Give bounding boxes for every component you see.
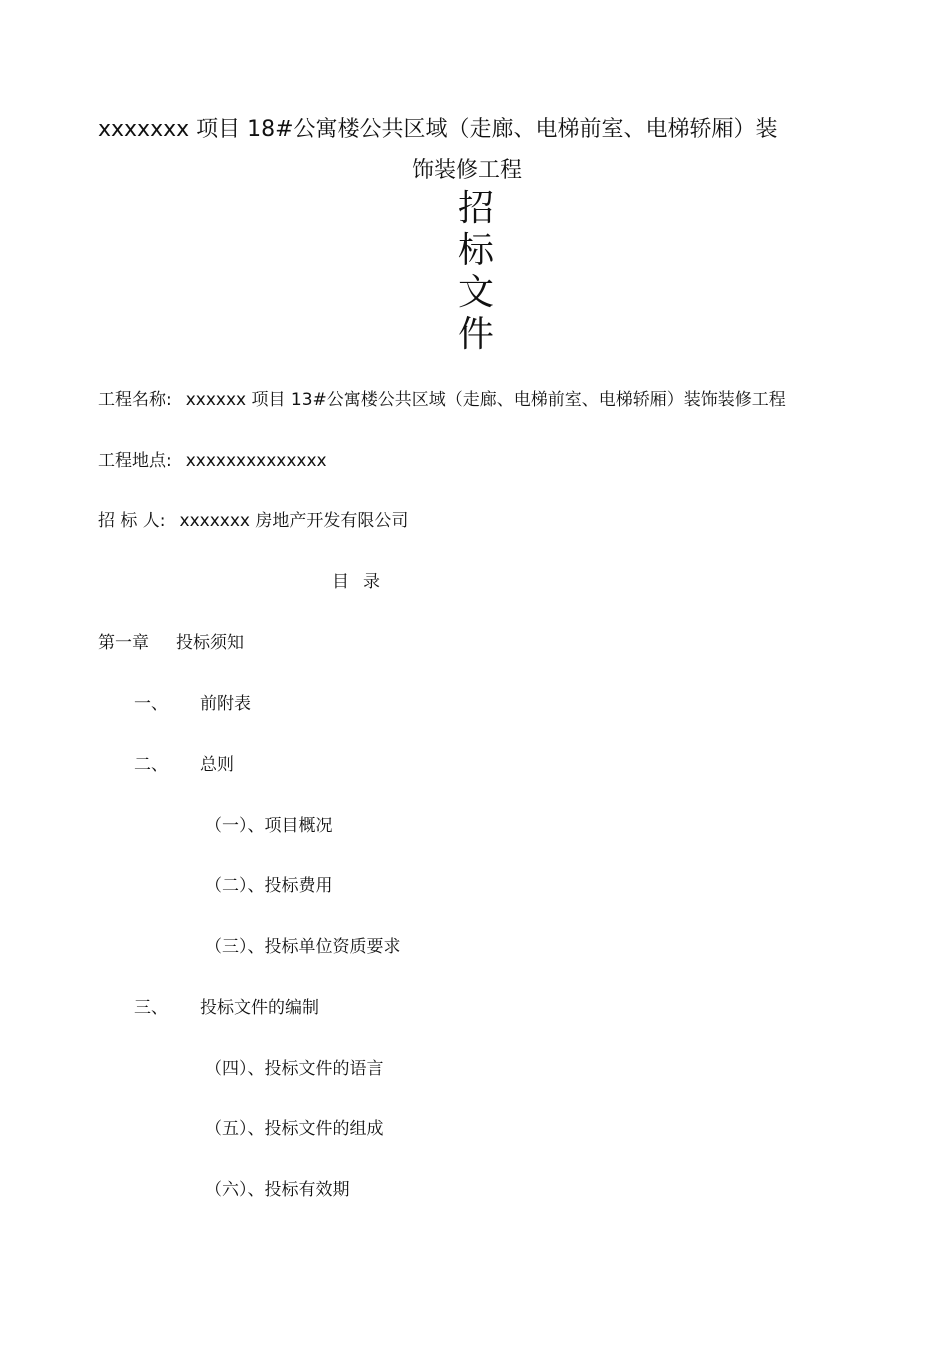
cover-title-line-2: 饰装修工程: [412, 158, 523, 183]
toc-subitem[interactable]: （五）、投标文件的组成: [205, 1119, 384, 1139]
document-type-title: [456, 188, 496, 356]
toc-item-title: 前附表: [200, 694, 251, 714]
project-location-value: xxxxxxxxxxxxxx: [185, 451, 327, 471]
big-title-char: 文: [457, 272, 494, 313]
toc-item-title: 投标文件的编制: [200, 998, 319, 1018]
toc-item-number: 二、: [134, 755, 168, 775]
toc-chapter-title: 投标须知: [176, 633, 244, 653]
tenderer-label: 招 标 人:: [98, 511, 166, 531]
toc-item[interactable]: [134, 996, 319, 1020]
toc-chapter-1[interactable]: [98, 631, 244, 655]
toc-heading: 目录: [332, 572, 394, 592]
project-location-label: 工程地点:: [98, 451, 172, 471]
cover-title-line-1: xxxxxxx 项目 18#公寓楼公共区域（走廊、电梯前室、电梯轿厢）装: [98, 117, 778, 142]
toc-subitem[interactable]: （四）、投标文件的语言: [205, 1059, 384, 1079]
project-name-label: 工程名称:: [98, 390, 172, 410]
toc-subitem[interactable]: （二）、投标费用: [205, 876, 333, 896]
toc-item-number: 三、: [134, 998, 168, 1018]
toc-item[interactable]: [134, 753, 234, 777]
toc-subitem[interactable]: （一）、项目概况: [205, 816, 333, 836]
toc-item[interactable]: [134, 692, 251, 716]
big-title-char: 招: [457, 188, 494, 229]
toc-item-number: 一、: [134, 694, 168, 714]
toc-chapter-number: 第一章: [98, 633, 149, 653]
project-name-value: xxxxxx 项目 13#公寓楼公共区域（走廊、电梯前室、电梯轿厢）装饰装修工程: [185, 390, 786, 410]
tenderer-row: [98, 509, 408, 533]
project-name-row: [98, 388, 786, 412]
toc-subitem[interactable]: （六）、投标有效期: [205, 1180, 350, 1200]
project-location-row: [98, 449, 327, 473]
big-title-char: 件: [457, 314, 494, 355]
toc-subitem[interactable]: （三）、投标单位资质要求: [205, 937, 401, 957]
toc-item-title: 总则: [200, 755, 234, 775]
tenderer-value: xxxxxxx 房地产开发有限公司: [179, 511, 409, 531]
big-title-char: 标: [457, 230, 494, 271]
